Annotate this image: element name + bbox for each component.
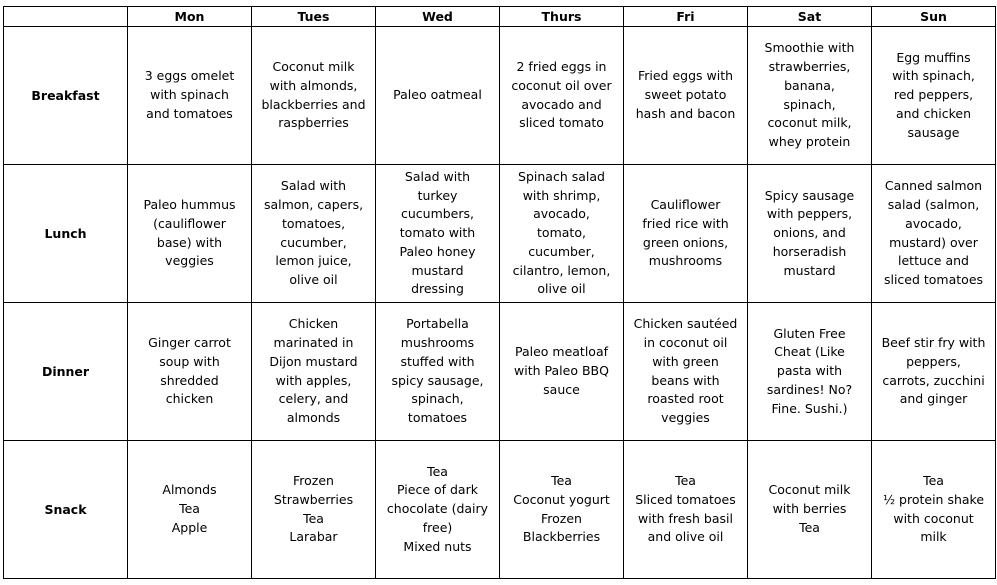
meal-cell [500,441,624,579]
day-header: Sun [872,7,996,27]
meal-cell-text: Salad with turkey cucumbers, tomato with Paleo honey mustard dressing [399,168,476,297]
meal-label: Breakfast [4,27,128,165]
meal-cell-text: Tea Coconut yogurt Frozen Blackberries [513,472,610,545]
meal-cell-text: Spinach salad with shrimp, avocado, tomato, cucumber, cilantro, lemon, olive oil [512,168,611,297]
meal-cell [624,165,748,303]
meal-cell [128,441,252,579]
meal-label: Dinner [4,303,128,441]
meal-row-lunch [4,165,996,303]
meal-cell [128,165,252,303]
meal-cell [128,27,252,165]
meal-cell-text: Tea Sliced tomatoes with fresh basil and olive oil [635,472,736,545]
meal-cell [748,303,872,441]
meal-cell-text: Canned salmon salad (salmon, avocado, mustard) over lettuce and sliced tomatoes [883,178,984,288]
meal-cell-text: Chicken marinated in Dijon mustard with apples, celery, and almonds [269,316,358,426]
meal-cell [748,441,872,579]
meal-cell-text: Ginger carrot soup with shredded chicken [148,334,231,407]
meal-cell [624,27,748,165]
meal-cell-text: Tea Piece of dark chocolate (dairy free) Mixed nuts [386,463,489,554]
meal-label: Snack [4,441,128,579]
header-row [4,7,996,27]
meal-cell-text: Paleo oatmeal [393,87,482,103]
meal-cell-text: Paleo meatloaf with Paleo BBQ sauce [514,344,609,397]
meal-cell [252,303,376,441]
meal-row-breakfast [4,27,996,165]
meal-cell [376,441,500,579]
meal-cell-text: Beef stir fry with peppers, carrots, zucchini and ginger [881,334,986,407]
meal-cell [376,165,500,303]
meal-cell-text: Spicy sausage with peppers, onions, and horseradish mustard [764,187,855,278]
meal-cell-text: Tea ½ protein shake with coconut milk [882,472,985,545]
day-header: Thurs [500,7,624,27]
meal-cell-text: Fried eggs with sweet potato hash and bacon [635,68,736,121]
meal-cell [872,165,996,303]
meal-cell-text: Paleo hummus (cauliflower base) with veggies [143,196,236,269]
meal-row-dinner [4,303,996,441]
meal-cell [128,303,252,441]
corner-cell [4,7,128,27]
meal-cell [872,441,996,579]
meal-cell-text: 2 fried eggs in coconut oil over avocado and sliced tomato [511,58,612,131]
meal-cell-text: Coconut milk with almonds, blackberries and raspberries [261,58,366,131]
meal-cell-text: Almonds Tea Apple [162,482,217,535]
meal-cell [748,165,872,303]
meal-plan-table [3,6,996,579]
day-header: Sat [748,7,872,27]
meal-cell [500,303,624,441]
meal-cell [624,441,748,579]
meal-cell-text: Frozen Strawberries Tea Larabar [273,472,354,545]
meal-cell [624,303,748,441]
meal-cell [872,27,996,165]
meal-cell-text: Chicken sautéed in coconut oil with green beans with roasted root veggies [633,316,738,426]
meal-cell-text: 3 eggs omelet with spinach and tomatoes [144,68,235,121]
day-header: Wed [376,7,500,27]
meal-cell-text: Coconut milk with berries Tea [768,482,851,535]
meal-cell [500,165,624,303]
meal-cell [872,303,996,441]
meal-cell [252,165,376,303]
day-header: Mon [128,7,252,27]
meal-cell [376,27,500,165]
meal-cell-text: Salad with salmon, capers, tomatoes, cucumber, lemon juice, olive oil [263,178,364,288]
meal-label: Lunch [4,165,128,303]
meal-cell [252,27,376,165]
day-header: Tues [252,7,376,27]
meal-cell [748,27,872,165]
meal-row-snack [4,441,996,579]
meal-cell-text: Gluten Free Cheat (Like pasta with sardines! No? Fine. Sushi.) [766,325,853,416]
day-header: Fri [624,7,748,27]
meal-cell-text: Smoothie with strawberries, banana, spinach, coconut milk, whey protein [764,40,855,150]
meal-cell [252,441,376,579]
meal-cell-text: Cauliflower fried rice with green onions, mushrooms [642,196,729,269]
meal-cell-text: Portabella mushrooms stuffed with spicy sausage, spinach, tomatoes [391,316,484,426]
meal-cell [500,27,624,165]
meal-cell [376,303,500,441]
meal-cell-text: Egg muffins with spinach, red peppers, and chicken sausage [892,49,975,140]
